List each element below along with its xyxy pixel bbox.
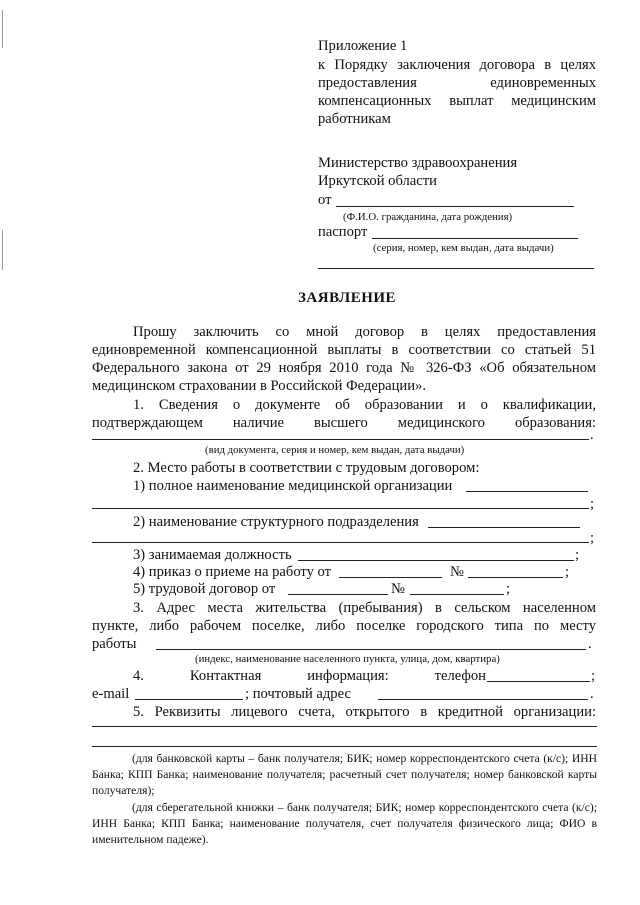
savings-book-note: (для сберегательной книжки – банк получателя; БИК; номер корреспондентского счета (к/с); ИНН Банка; КПП Банка; наименование получателя, счет получателя физического лица; ФИО в именительном падеже).: [92, 801, 597, 846]
from-label: от: [318, 192, 332, 208]
education-document-field[interactable]: [92, 439, 589, 440]
item1-end: .: [590, 427, 594, 443]
email-label: e-mail: [92, 686, 130, 702]
item2-sub5-label: 5) трудовой договор от: [133, 581, 276, 597]
item2-sub1-semicolon: ;: [590, 496, 595, 512]
intro-line-2: единовременной компенсационной выплаты в соответствии со статьей 51: [92, 342, 596, 358]
item4-contact-label: 4. Контактная информация: телефон: [133, 668, 486, 684]
email-field[interactable]: [135, 699, 243, 700]
order-date-field[interactable]: [339, 577, 442, 578]
department-field-2[interactable]: [92, 542, 589, 543]
item2-sub4-label: 4) приказ о приеме на работу от: [133, 564, 332, 580]
item2-sub4-number-sign: №: [450, 564, 464, 580]
intro-line-4: медицинском страховании в Российской Федерации».: [92, 378, 426, 394]
item4-end: .: [590, 686, 594, 702]
passport-label: паспорт: [318, 224, 368, 240]
item2-sub2-label: 2) наименование структурного подразделения: [133, 514, 419, 530]
department-field[interactable]: [428, 527, 580, 528]
appendix-line-4: компенсационных выплат медицинским: [318, 93, 596, 109]
education-document-caption: (вид документа, серия и номер, кем выдан, дата выдачи): [205, 444, 465, 456]
postal-address-field[interactable]: [378, 699, 588, 700]
passport-field[interactable]: [372, 238, 578, 239]
bank-account-field[interactable]: [92, 726, 597, 727]
scan-margin-mark: [2, 230, 3, 270]
item2-sub2-semicolon: ;: [590, 530, 595, 546]
item2-heading: 2. Место работы в соответствии с трудовым договором:: [133, 460, 480, 476]
contract-date-field[interactable]: [288, 594, 388, 595]
from-field[interactable]: [336, 206, 574, 207]
organization-name-field-2[interactable]: [92, 508, 589, 509]
document-title: ЗАЯВЛЕНИЕ: [298, 290, 397, 306]
appendix-line-1: Приложение 1: [318, 38, 408, 54]
scan-margin-mark: [2, 10, 3, 48]
position-field[interactable]: [298, 560, 574, 561]
item3-line-1: 3. Адрес места жительства (пребывания) в сельском населенном: [133, 600, 596, 616]
organization-name-field[interactable]: [466, 491, 588, 492]
item3-line-3: работы: [92, 636, 137, 652]
passport-field-extra[interactable]: [318, 268, 594, 269]
phone-field[interactable]: [487, 681, 590, 682]
item2-sub5-semicolon: ;: [506, 581, 511, 597]
intro-line-3: Федерального закона от 29 ноября 2010 года № 326-ФЗ «Об обязательном: [92, 360, 596, 376]
item2-sub1-label: 1) полное наименование медицинской организации: [133, 478, 453, 494]
item1-line-2: подтверждающем наличие высшего медицинского образования:: [92, 415, 596, 431]
appendix-line-3: предоставления единовременных: [318, 75, 596, 91]
from-caption: (Ф.И.О. гражданина, дата рождения): [343, 211, 513, 223]
item4-semicolon: ;: [591, 668, 596, 684]
residence-address-field[interactable]: [156, 649, 586, 650]
item2-sub3-label: 3) занимаемая должность: [133, 547, 292, 563]
item2-sub5-number-sign: №: [391, 581, 405, 597]
intro-line-1: Прошу заключить со мной договор в целях предоставления: [133, 324, 596, 340]
passport-caption: (серия, номер, кем выдан, дата выдачи): [373, 242, 554, 254]
appendix-line-5: работникам: [318, 111, 391, 127]
addressee-region: Иркутской области: [318, 173, 437, 189]
item3-end: .: [588, 636, 592, 652]
item1-line-1: 1. Сведения о документе об образовании и о квалификации,: [133, 397, 596, 413]
residence-address-caption: (индекс, наименование населенного пункта, улица, дом, квартира): [195, 653, 500, 665]
item2-sub4-semicolon: ;: [565, 564, 570, 580]
order-number-field[interactable]: [468, 577, 563, 578]
appendix-line-2: к Порядку заключения договора в целях: [318, 57, 596, 73]
bank-account-field-2[interactable]: [92, 746, 597, 747]
item2-sub3-semicolon: ;: [575, 547, 580, 563]
postal-address-label: ; почтовый адрес: [245, 686, 351, 702]
contract-number-field[interactable]: [410, 594, 504, 595]
addressee-ministry: Министерство здравоохранения: [318, 155, 518, 171]
item3-line-2: пункте, либо рабочем поселке, либо поселке городского типа по месту: [92, 618, 596, 634]
item5-line-1: 5. Реквизиты лицевого счета, открытого в кредитной организации:: [133, 704, 596, 720]
bank-card-note: (для банковской карты – банк получателя; БИК; номер корреспондентского счета (к/с); ИНН Банка; КПП Банка; наименование получателя; расчетный счет получателя; номер банковской карты получателя);: [92, 752, 597, 797]
